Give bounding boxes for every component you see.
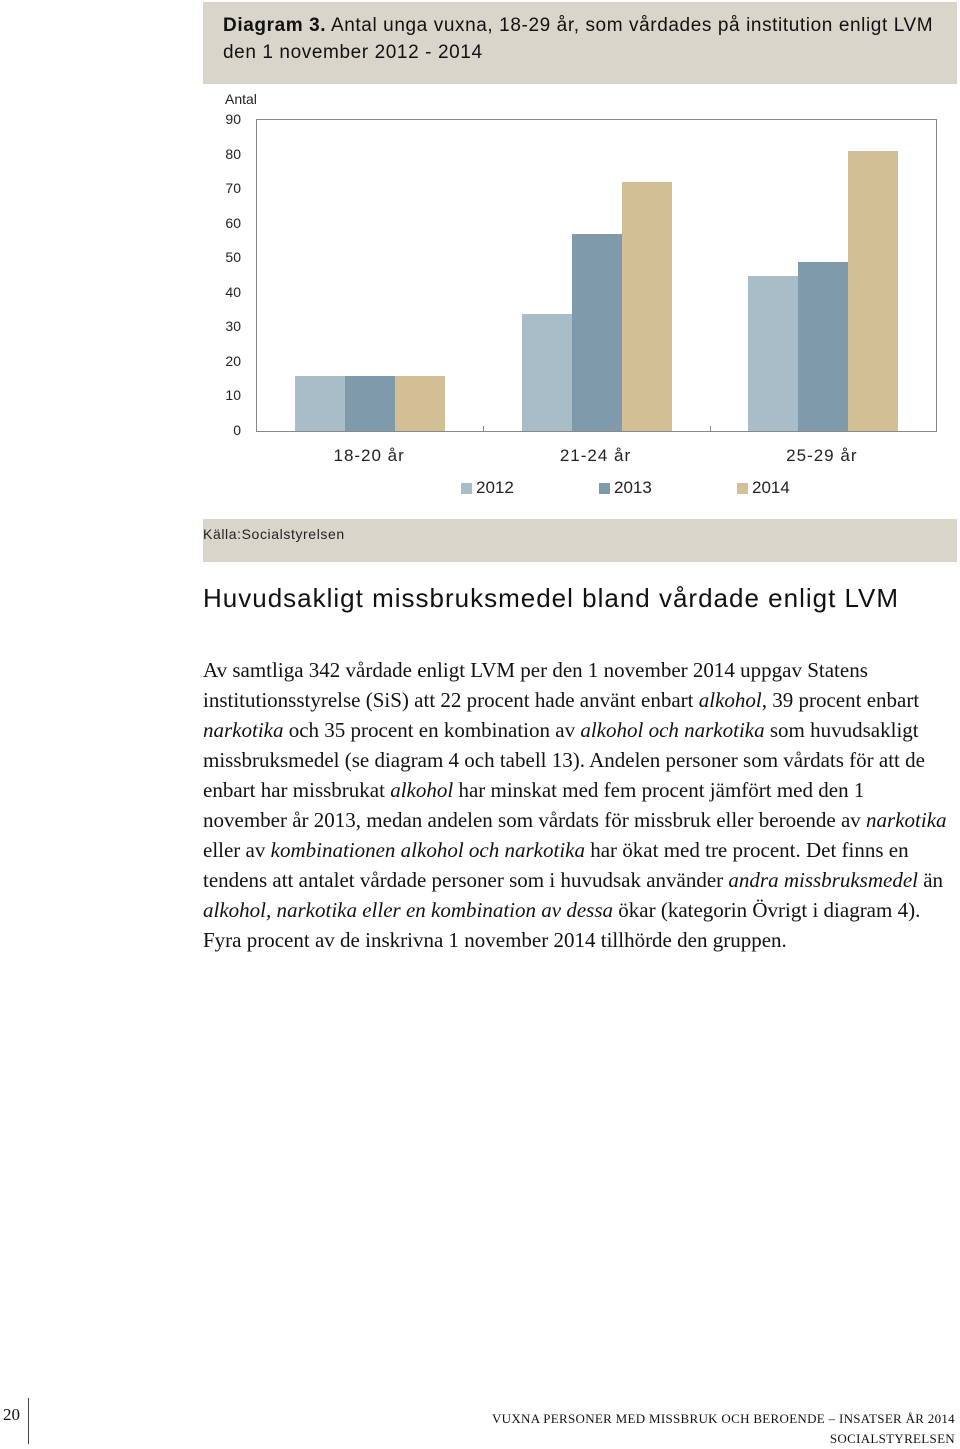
chart-panel — [203, 2, 957, 562]
y-tick-label: 80 — [225, 145, 241, 162]
y-axis-label: Antal — [225, 91, 257, 107]
legend-item — [737, 478, 875, 498]
emphasis-term: kombinationen alkohol och narkotika — [270, 838, 585, 862]
y-tick-label: 40 — [225, 283, 241, 300]
emphasis-term: alkohol, narkotika eller en kombination av dessa — [203, 898, 614, 922]
bar-2014-1 — [395, 376, 445, 431]
chart-source: Källa:Socialstyrelsen — [203, 526, 345, 542]
legend-item — [599, 478, 737, 498]
x-tick-mark — [710, 426, 711, 432]
emphasis-term: andra missbruksmedel — [728, 868, 918, 892]
y-tick-label: 70 — [225, 180, 241, 197]
footer-divider — [28, 1398, 29, 1444]
legend-label: 2013 — [614, 478, 652, 497]
page-number: 20 — [3, 1405, 20, 1424]
bar-2012-1 — [295, 376, 345, 431]
body-paragraph: Av samtliga 342 vårdade enligt LVM per den 1 november 2014 uppgav Statens institutionsstyrelse (SiS) att 22 procent hade använt enbart alkohol, 39 procent enbart narkotika och 35 procent en kombination av alkohol och narkotika som huvudsakligt missbruksmedel (se diagram 4 och tabell 13). Andelen personer som vårdats för att de enbart har missbrukat alkohol har minskat med fem procent jämfört med den 1 november år 2013, medan andelen som vårdats för missbruk eller beroende av narkotika eller av kombinationen alkohol och narkotika har ökat med tre procent. Det finns en tendens att antalet vårdade personer som i huvudsak använder andra missbruksmedel än alkohol, narkotika eller en kombination av dessa ökar (kategorin Övrigt i diagram 4). Fyra procent av de inskrivna 1 november 2014 tillhörde den gruppen. — [203, 658, 947, 952]
x-category-label: 21-24 år — [559, 446, 632, 465]
footer-title-line1: VUXNA PERSONER MED MISSBRUK OCH BEROENDE – INSATSER ÅR 2014 — [491, 1411, 955, 1426]
section-heading: Huvudsakligt missbruksmedel bland vårdade enligt LVM — [203, 583, 900, 613]
y-tick-label: 30 — [225, 318, 241, 335]
bar-2013-3 — [798, 262, 848, 431]
emphasis-term: alkohol — [390, 778, 454, 802]
legend-label: 2014 — [752, 478, 790, 497]
bar-2012-3 — [748, 276, 798, 432]
emphasis-term: narkotika — [203, 718, 284, 742]
y-tick-label: 90 — [225, 111, 241, 127]
running-footer — [492, 1409, 955, 1449]
bar-2014-2 — [622, 182, 672, 431]
bar-2013-1 — [345, 376, 395, 431]
legend-item — [461, 478, 599, 498]
plot-area — [256, 119, 937, 432]
legend-swatch — [737, 483, 748, 494]
y-tick-label: 20 — [225, 352, 241, 369]
bar-2014-3 — [848, 151, 898, 431]
y-tick-label: 0 — [233, 422, 241, 438]
emphasis-term: alkohol — [698, 688, 762, 712]
footer-title-line2: SOCIALSTYRELSEN — [829, 1431, 955, 1446]
x-category-label: 18-20 år — [333, 446, 405, 465]
legend-swatch — [461, 483, 472, 494]
bar-2013-2 — [572, 234, 622, 431]
emphasis-term: narkotika — [866, 808, 947, 832]
section-body — [203, 655, 953, 955]
legend-swatch — [599, 483, 610, 494]
y-tick-label: 10 — [225, 387, 241, 404]
y-tick-label: 60 — [225, 214, 241, 231]
emphasis-term: alkohol och narkotika — [580, 718, 765, 742]
x-category-label: 25-29 år — [786, 446, 858, 465]
legend-label: 2012 — [476, 478, 514, 497]
bar-2012-2 — [522, 314, 572, 431]
chart-title — [223, 12, 943, 66]
chart-title-text: Antal unga vuxna, 18-29 år, som vårdades på institution enligt LVM den 1 november 2012 - 2014 — [223, 15, 934, 63]
chart-legend — [461, 478, 875, 498]
x-tick-mark — [483, 426, 484, 432]
chart-title-prefix: Diagram 3. — [223, 15, 327, 36]
y-tick-label: 50 — [225, 249, 241, 266]
